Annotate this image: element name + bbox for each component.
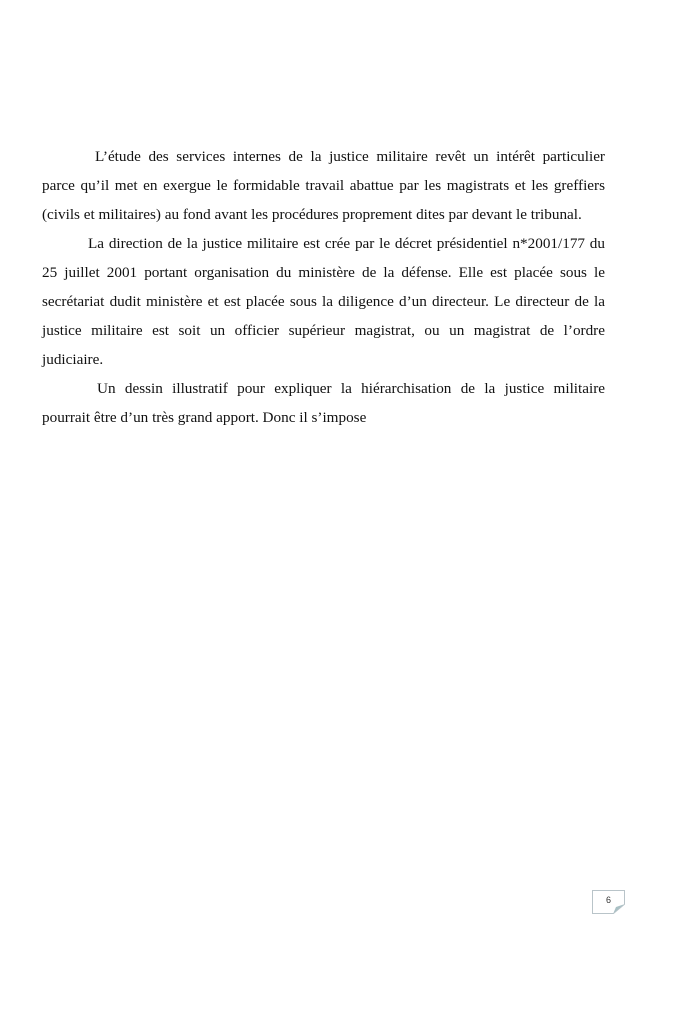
text-line: justice militaire est soit un officier supérieur magistrat, ou un magistrat de l’ordre — [42, 322, 605, 339]
paragraph-dessin-illustratif — [42, 374, 605, 432]
text-line: judiciaire. — [42, 351, 104, 368]
text-line: La direction de la justice militaire est crée par le décret présidentiel n*2001/177 du — [88, 235, 605, 252]
text-line: (civils et militaires) au fond avant les procédures proprement dites par devant le tribunal. — [42, 206, 582, 223]
text-line: Un dessin illustratif pour expliquer la hiérarchisation de la justice militaire — [97, 380, 605, 397]
paragraph-direction-justice-militaire — [42, 229, 605, 374]
paragraph-services-internes — [42, 142, 605, 229]
text-line: L’étude des services internes de la justice militaire revêt un intérêt particulier — [95, 148, 605, 165]
page-fold-icon — [613, 904, 625, 914]
page-number-box — [592, 890, 625, 914]
text-line: pourrait être d’un très grand apport. Donc il s’impose — [42, 409, 367, 426]
page-number: 6 — [605, 895, 611, 905]
text-line: secrétariat dudit ministère et est placée sous la diligence d’un directeur. Le directeur de la — [42, 293, 605, 310]
document-body — [42, 142, 605, 432]
text-line: 25 juillet 2001 portant organisation du ministère de la défense. Elle est placée sous le — [42, 264, 605, 281]
text-line: parce qu’il met en exergue le formidable travail abattue par les magistrats et les greffiers — [42, 177, 605, 194]
